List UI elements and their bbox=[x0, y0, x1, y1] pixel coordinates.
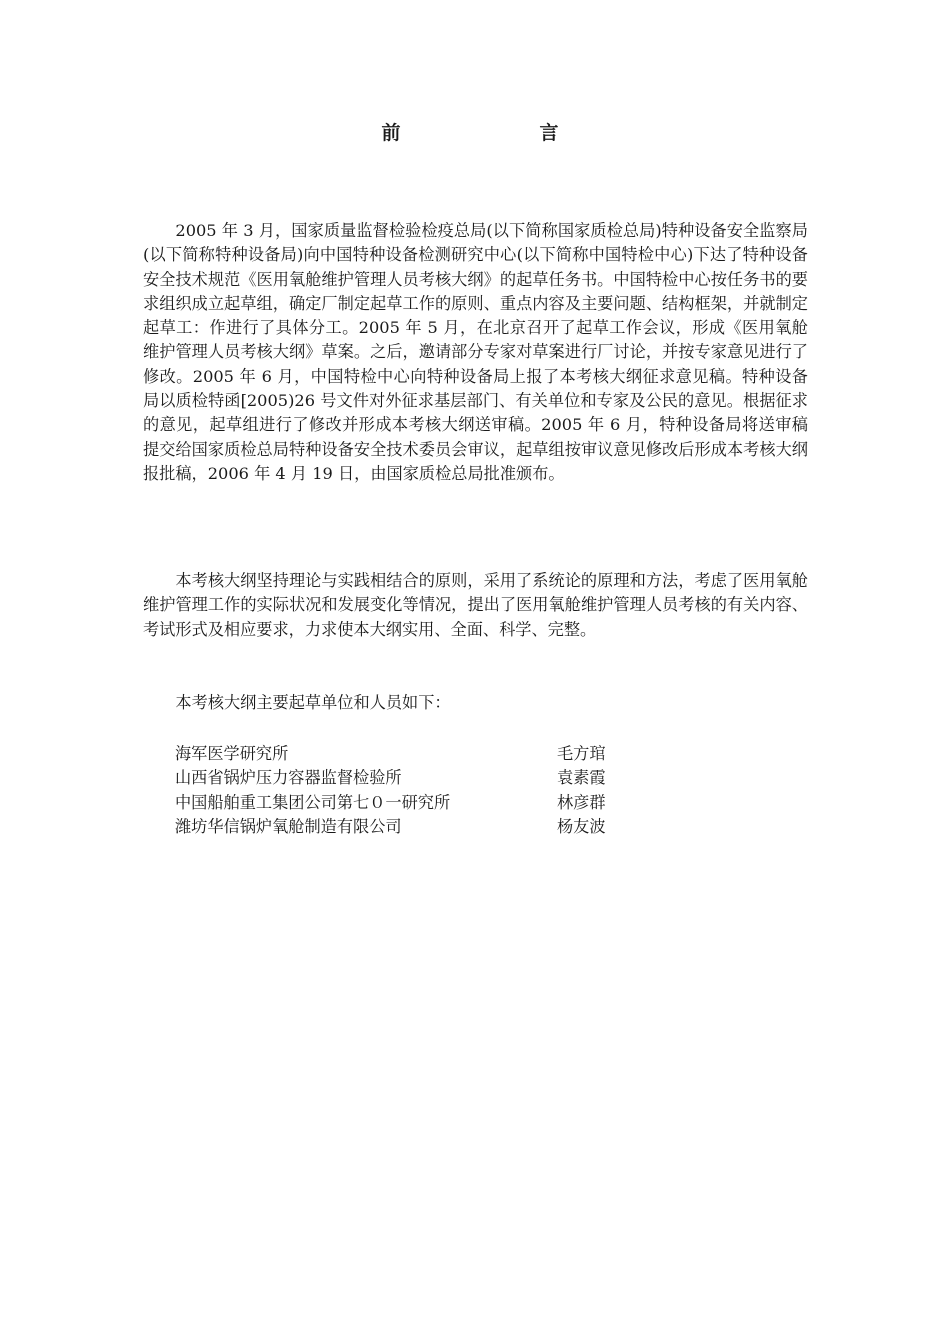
preface-paragraph-drafters-intro: 本考核大纲主要起草单位和人员如下： bbox=[175, 693, 451, 712]
drafter-person: 林彦群 bbox=[557, 792, 606, 812]
drafter-person: 杨友波 bbox=[557, 816, 606, 836]
drafter-row bbox=[175, 742, 635, 766]
drafter-row bbox=[175, 815, 635, 839]
drafter-row bbox=[175, 791, 635, 815]
drafter-unit: 潍坊华信锅炉氧舱制造有限公司 bbox=[175, 816, 402, 836]
drafter-row bbox=[175, 766, 635, 790]
preface-paragraph-principles: 本考核大纲坚持理论与实践相结合的原则，采用了系统论的原理和方法，考虑了医用氧舱维护管理工作的实际状况和发展变化等情况，提出了医用氧舱维护管理人员考核的有关内容、考试形式及相应要求，力求使本大纲实用、全面、科学、完整。 bbox=[143, 571, 808, 639]
drafter-list bbox=[175, 742, 635, 839]
drafter-unit: 山西省锅炉压力容器监督检验所 bbox=[175, 768, 402, 788]
drafter-unit: 海军医学研究所 bbox=[175, 744, 289, 763]
drafter-person: 毛方琯 bbox=[557, 744, 606, 763]
page-title: 前 言 bbox=[381, 122, 619, 144]
drafter-unit: 中国船舶重工集团公司第七０一研究所 bbox=[175, 792, 451, 812]
drafter-person: 袁素霞 bbox=[557, 768, 606, 788]
preface-paragraph-history: 2005 年 3 月，国家质量监督检验检疫总局(以下简称国家质检总局)特种设备安全监察局(以下简称特种设备局)向中国特种设备检测研究中心(以下简称中国特检中心)下达了特种设备安全技术规范《医用氧舱维护管理人员考核大纲》的起草任务书。中国特检中心按任务书的要求组织成立起草组，确定厂制定起草工作的原则、重点内容及主要问题、结构框架，并就制定起草工：作进行了具体分工。2005 年 5 月，在北京召开了起草工作会议，形成《医用氧舱维护管理人员考核大纲》草案。之后，邀请部分专家对草案进行厂讨论，并按专家意见进行了修改。2005 年 6 月，中国特检中心向特种设备局上报了本考核大纲征求意见稿。特种设备局以质检特函[2005)26 号文件对外征求基层部门、有关单位和专家及公民的意见。根据征求的意见，起草组进行了修改并形成本考核大纲送审稿。2005 年 6 月，特种设备局将送审稿提交给国家质检总局特种设备安全技术委员会审议，起草组按审议意见修改后形成本考核大纲报批稿，2006 年 4 月 19 日，由国家质检总局批准颁布。 bbox=[143, 221, 808, 483]
